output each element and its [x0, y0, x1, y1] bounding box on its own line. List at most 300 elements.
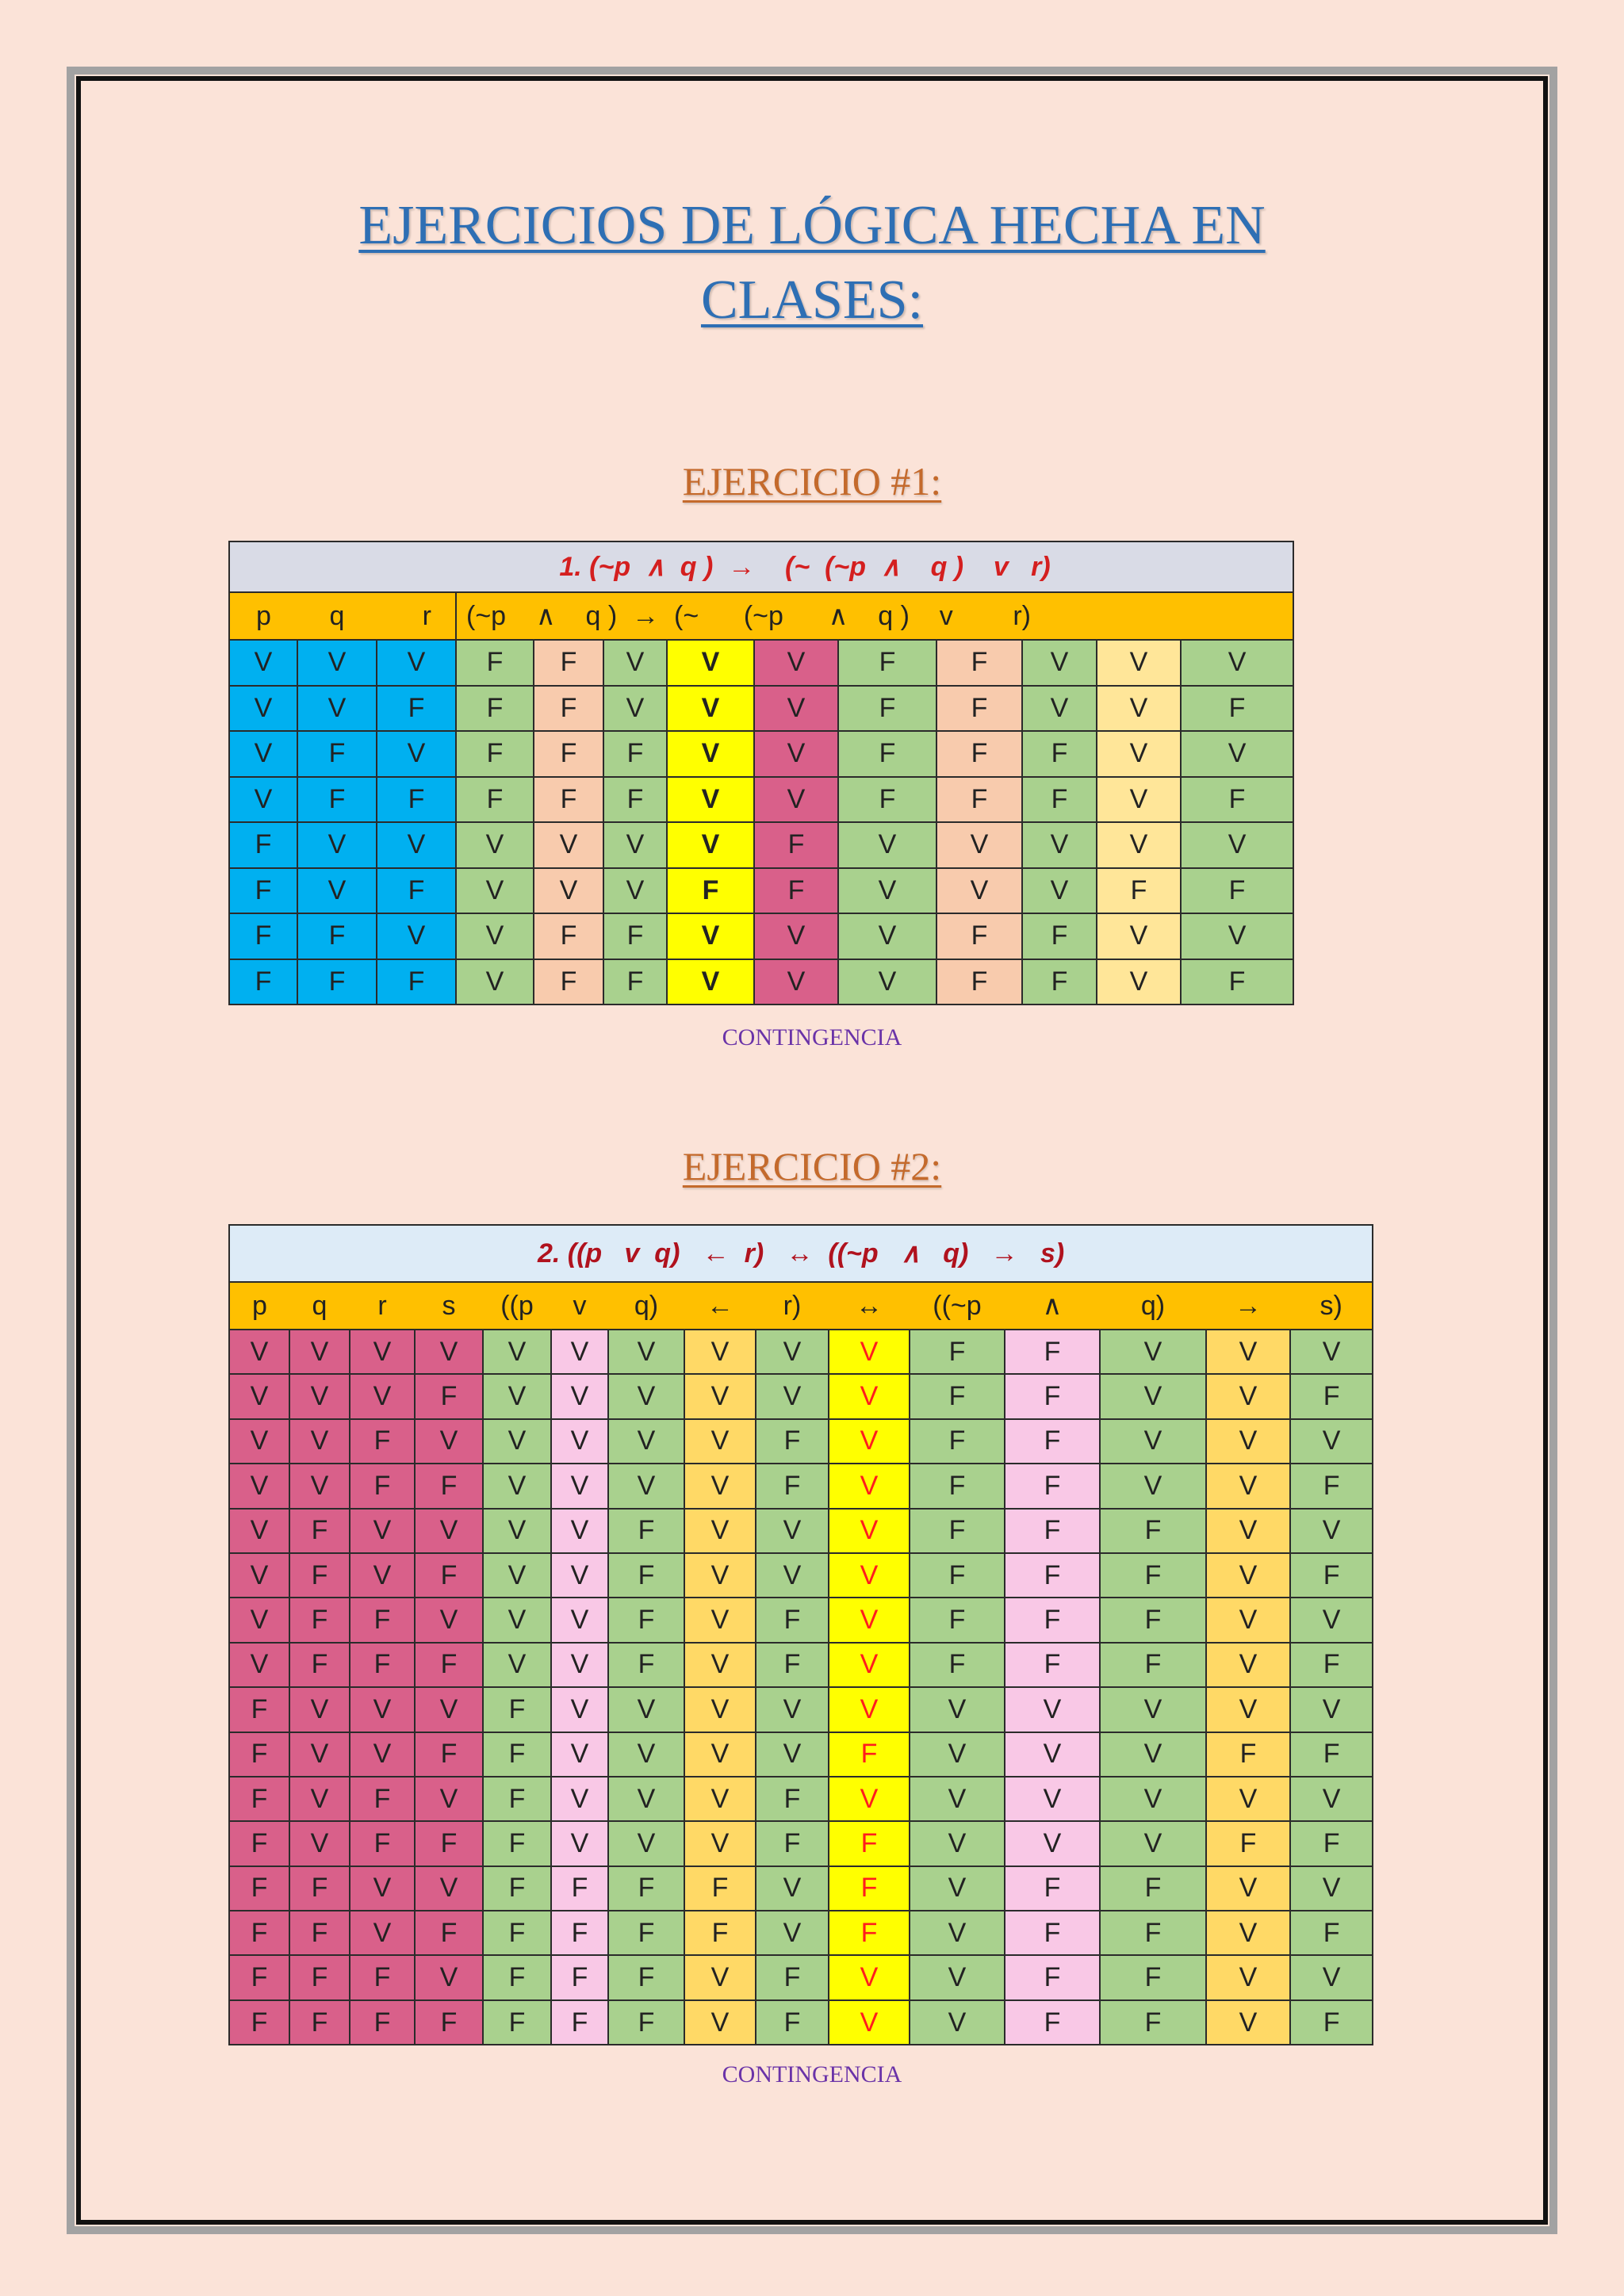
truth-cell: F	[551, 1911, 608, 1955]
truth-cell: V	[608, 1732, 684, 1777]
truth-cell: V	[754, 731, 838, 777]
header-cell: ((~p	[910, 1282, 1005, 1330]
truth-cell: V	[229, 1374, 289, 1418]
truth-cell: V	[1100, 1419, 1206, 1464]
truth-cell: F	[229, 913, 297, 959]
truth-cell: F	[534, 777, 603, 823]
truth-cell: V	[1097, 686, 1181, 732]
truth-cell: F	[936, 686, 1022, 732]
table-row	[229, 1732, 1373, 1777]
truth-cell: F	[608, 2000, 684, 2045]
truth-cell: V	[229, 640, 297, 686]
truth-cell: F	[483, 1955, 551, 1999]
truth-cell: V	[684, 1374, 756, 1418]
truth-cell: V	[667, 731, 754, 777]
truth-cell: V	[289, 1464, 350, 1508]
truth-cell: V	[456, 822, 534, 868]
truth-cell: F	[608, 1866, 684, 1911]
truth-cell: F	[829, 1821, 910, 1866]
truth-cell: F	[1181, 868, 1293, 914]
header-cell: s)	[1290, 1282, 1373, 1330]
truth-cell: V	[829, 1598, 910, 1642]
truth-cell: V	[829, 2000, 910, 2045]
truth-cell: V	[289, 1419, 350, 1464]
truth-cell: V	[1005, 1777, 1100, 1821]
truth-cell: F	[1290, 1553, 1373, 1598]
truth-cell: F	[483, 1821, 551, 1866]
truth-cell: V	[667, 913, 754, 959]
header-cell: ←	[684, 1282, 756, 1330]
truth-cell: V	[1005, 1687, 1100, 1732]
truth-cell: V	[229, 1509, 289, 1553]
truth-cell: V	[910, 1821, 1005, 1866]
truth-cell: F	[829, 1866, 910, 1911]
truth-cell: V	[756, 1687, 829, 1732]
truth-cell: V	[829, 1419, 910, 1464]
truth-cell: V	[551, 1821, 608, 1866]
truth-cell: V	[551, 1330, 608, 1374]
header-cell: v	[551, 1282, 608, 1330]
header-var-p: p	[229, 592, 297, 640]
truth-cell: F	[838, 777, 936, 823]
truth-cell: F	[910, 1330, 1005, 1374]
truth-cell: V	[377, 822, 456, 868]
table-row	[229, 868, 1293, 914]
truth-cell: F	[350, 1598, 415, 1642]
truth-cell: F	[415, 1464, 483, 1508]
truth-cell: F	[229, 1955, 289, 1999]
truth-cell: F	[551, 2000, 608, 2045]
truth-cell: V	[415, 1419, 483, 1464]
truth-cell: F	[608, 1911, 684, 1955]
truth-cell: F	[289, 1911, 350, 1955]
truth-cell: V	[608, 1777, 684, 1821]
header-cell: q)	[1100, 1282, 1206, 1330]
truth-cell: V	[289, 1330, 350, 1374]
table-row	[229, 1687, 1373, 1732]
truth-cell: V	[684, 1687, 756, 1732]
truth-cell: V	[1097, 822, 1181, 868]
header-cell: q)	[608, 1282, 684, 1330]
truth-cell: F	[415, 2000, 483, 2045]
truth-cell: V	[608, 1687, 684, 1732]
truth-cell: F	[229, 1687, 289, 1732]
truth-cell: V	[1100, 1732, 1206, 1777]
truth-cell: V	[608, 1419, 684, 1464]
truth-cell: V	[603, 686, 667, 732]
truth-cell: F	[910, 1598, 1005, 1642]
truth-cell: F	[1005, 1419, 1100, 1464]
truth-cell: F	[829, 1911, 910, 1955]
truth-cell: F	[289, 1509, 350, 1553]
exercise-2-heading: EJERCICIO #2:	[682, 1144, 942, 1188]
truth-cell: F	[756, 1464, 829, 1508]
truth-cell: F	[1290, 1374, 1373, 1418]
truth-cell: F	[608, 1509, 684, 1553]
table-row	[229, 2000, 1373, 2045]
truth-cell: F	[297, 731, 377, 777]
truth-cell: V	[229, 686, 297, 732]
truth-cell: V	[829, 1374, 910, 1418]
truth-cell: F	[1100, 1553, 1206, 1598]
truth-cell: V	[229, 1553, 289, 1598]
truth-cell: V	[936, 868, 1022, 914]
truth-cell: F	[1005, 1374, 1100, 1418]
header-cell: p	[229, 1282, 289, 1330]
truth-cell: F	[1290, 1911, 1373, 1955]
truth-cell: F	[1100, 1911, 1206, 1955]
truth-cell: F	[936, 959, 1022, 1005]
truth-cell: V	[350, 1374, 415, 1418]
exercise-1-result: CONTINGENCIA	[722, 1024, 902, 1050]
header-cell: q	[289, 1282, 350, 1330]
truth-cell: F	[608, 1643, 684, 1687]
truth-cell: V	[1005, 1821, 1100, 1866]
truth-cell: F	[603, 731, 667, 777]
truth-cell: V	[415, 1955, 483, 1999]
truth-cell: V	[415, 1866, 483, 1911]
truth-cell: V	[1022, 640, 1097, 686]
truth-cell: V	[1206, 1777, 1290, 1821]
truth-cell: V	[684, 1732, 756, 1777]
truth-cell: F	[297, 777, 377, 823]
truth-cell: F	[1290, 2000, 1373, 2045]
truth-cell: F	[1290, 1732, 1373, 1777]
truth-cell: V	[1206, 1687, 1290, 1732]
truth-cell: V	[1022, 686, 1097, 732]
truth-cell: V	[1290, 1598, 1373, 1642]
table-row	[229, 777, 1293, 823]
truth-cell: F	[1181, 686, 1293, 732]
truth-cell: V	[1005, 1732, 1100, 1777]
truth-cell: F	[603, 913, 667, 959]
truth-cell: F	[289, 1643, 350, 1687]
truth-cell: V	[756, 1553, 829, 1598]
truth-cell: F	[289, 2000, 350, 2045]
truth-cell: F	[1005, 1464, 1100, 1508]
truth-cell: V	[1290, 1866, 1373, 1911]
truth-cell: F	[829, 1732, 910, 1777]
truth-cell: V	[667, 640, 754, 686]
truth-cell: V	[756, 1374, 829, 1418]
truth-cell: V	[1206, 1866, 1290, 1911]
truth-cell: V	[910, 1687, 1005, 1732]
truth-cell: F	[415, 1732, 483, 1777]
truth-cell: F	[297, 913, 377, 959]
exercise-1-heading: EJERCICIO #1:	[682, 459, 942, 503]
header-cell: ((p	[483, 1282, 551, 1330]
truth-cell: V	[829, 1955, 910, 1999]
truth-cell: V	[551, 1419, 608, 1464]
truth-cell: V	[377, 731, 456, 777]
truth-cell: V	[603, 640, 667, 686]
truth-cell: V	[1181, 640, 1293, 686]
exercise-1-truth-table	[228, 541, 1294, 1005]
truth-cell: V	[483, 1374, 551, 1418]
truth-cell: V	[608, 1374, 684, 1418]
header-cell: s	[415, 1282, 483, 1330]
truth-cell: V	[297, 868, 377, 914]
truth-cell: V	[838, 959, 936, 1005]
truth-cell: V	[534, 868, 603, 914]
truth-cell: V	[551, 1509, 608, 1553]
truth-cell: V	[377, 640, 456, 686]
truth-cell: F	[756, 1643, 829, 1687]
truth-cell: F	[456, 731, 534, 777]
truth-cell: V	[1022, 868, 1097, 914]
truth-cell: V	[483, 1330, 551, 1374]
truth-cell: F	[1022, 731, 1097, 777]
truth-cell: F	[350, 2000, 415, 2045]
table-row	[229, 1911, 1373, 1955]
truth-cell: V	[551, 1374, 608, 1418]
truth-cell: V	[608, 1330, 684, 1374]
truth-cell: F	[297, 959, 377, 1005]
truth-cell: V	[1100, 1821, 1206, 1866]
truth-cell: V	[456, 959, 534, 1005]
truth-cell: V	[838, 868, 936, 914]
truth-cell: F	[838, 731, 936, 777]
truth-cell: V	[754, 913, 838, 959]
truth-cell: F	[1022, 913, 1097, 959]
truth-cell: V	[551, 1777, 608, 1821]
truth-cell: V	[350, 1553, 415, 1598]
truth-cell: V	[1290, 1330, 1373, 1374]
truth-cell: F	[350, 1777, 415, 1821]
table-row	[229, 1821, 1373, 1866]
truth-cell: V	[684, 2000, 756, 2045]
truth-cell: V	[289, 1777, 350, 1821]
truth-cell: V	[377, 913, 456, 959]
truth-cell: V	[1206, 1598, 1290, 1642]
truth-cell: V	[754, 686, 838, 732]
truth-cell: V	[829, 1777, 910, 1821]
truth-cell: V	[297, 640, 377, 686]
truth-cell: F	[838, 686, 936, 732]
truth-cell: V	[936, 822, 1022, 868]
header-cell: ↔	[829, 1282, 910, 1330]
table-row	[229, 1777, 1373, 1821]
truth-cell: V	[1097, 959, 1181, 1005]
truth-cell: F	[289, 1955, 350, 1999]
truth-cell: F	[1181, 959, 1293, 1005]
truth-cell: F	[1206, 1821, 1290, 1866]
truth-cell: F	[534, 959, 603, 1005]
truth-cell: F	[415, 1374, 483, 1418]
truth-cell: V	[1206, 1911, 1290, 1955]
truth-cell: F	[603, 959, 667, 1005]
truth-cell: F	[936, 777, 1022, 823]
truth-cell: F	[415, 1553, 483, 1598]
truth-cell: V	[415, 1330, 483, 1374]
truth-cell: F	[289, 1866, 350, 1911]
truth-cell: F	[910, 1509, 1005, 1553]
exercise-2-result: CONTINGENCIA	[722, 2061, 902, 2087]
truth-cell: V	[229, 1464, 289, 1508]
truth-cell: F	[608, 1598, 684, 1642]
truth-cell: V	[1181, 731, 1293, 777]
truth-cell: V	[229, 731, 297, 777]
truth-cell: V	[350, 1911, 415, 1955]
truth-cell: V	[829, 1687, 910, 1732]
truth-cell: V	[829, 1509, 910, 1553]
truth-cell: F	[377, 777, 456, 823]
truth-cell: F	[456, 777, 534, 823]
header-var-q: q	[297, 592, 377, 640]
truth-cell: V	[551, 1732, 608, 1777]
truth-cell: V	[1206, 1419, 1290, 1464]
truth-cell: V	[829, 1464, 910, 1508]
truth-cell: F	[838, 640, 936, 686]
truth-cell: V	[350, 1687, 415, 1732]
truth-cell: F	[1097, 868, 1181, 914]
truth-cell: F	[483, 2000, 551, 2045]
truth-cell: F	[910, 1464, 1005, 1508]
truth-cell: F	[1100, 1866, 1206, 1911]
truth-cell: V	[229, 1643, 289, 1687]
truth-cell: V	[667, 686, 754, 732]
truth-cell: V	[350, 1732, 415, 1777]
truth-cell: F	[483, 1866, 551, 1911]
truth-cell: F	[936, 640, 1022, 686]
truth-cell: F	[1005, 1598, 1100, 1642]
table-row	[229, 1509, 1373, 1553]
truth-cell: F	[756, 2000, 829, 2045]
truth-cell: V	[551, 1553, 608, 1598]
truth-cell: V	[289, 1687, 350, 1732]
truth-cell: V	[754, 959, 838, 1005]
header-cell: →	[1206, 1282, 1290, 1330]
truth-cell: F	[229, 868, 297, 914]
table-row	[229, 959, 1293, 1005]
truth-cell: F	[350, 1643, 415, 1687]
table-row	[229, 1330, 1373, 1374]
truth-cell: V	[350, 1866, 415, 1911]
truth-cell: F	[910, 1643, 1005, 1687]
truth-cell: V	[1206, 1509, 1290, 1553]
truth-cell: F	[1181, 777, 1293, 823]
truth-cell: V	[910, 1777, 1005, 1821]
truth-cell: V	[684, 1464, 756, 1508]
truth-cell: F	[756, 1821, 829, 1866]
page-title: EJERCICIOS DE LÓGICA HECHA EN CLASES:	[358, 195, 1266, 331]
truth-cell: V	[684, 1419, 756, 1464]
truth-cell: V	[603, 822, 667, 868]
exercise-2-truth-table	[228, 1224, 1373, 2045]
truth-cell: F	[551, 1955, 608, 1999]
truth-cell: V	[229, 1419, 289, 1464]
truth-cell: F	[1206, 1732, 1290, 1777]
table-row	[229, 1553, 1373, 1598]
truth-cell: V	[608, 1464, 684, 1508]
truth-cell: F	[603, 777, 667, 823]
truth-cell: V	[456, 868, 534, 914]
truth-cell: F	[229, 1732, 289, 1777]
table-row	[229, 1598, 1373, 1642]
truth-cell: V	[838, 913, 936, 959]
table-row	[229, 1643, 1373, 1687]
truth-cell: V	[289, 1374, 350, 1418]
exercise-1-formula: 1. (~p ∧ q ) → (~ (~p ∧ q ) v r)	[229, 541, 1293, 592]
header-cell: r)	[756, 1282, 829, 1330]
truth-cell: F	[1005, 1911, 1100, 1955]
truth-cell: V	[1290, 1509, 1373, 1553]
truth-cell: V	[756, 1330, 829, 1374]
truth-cell: F	[1100, 1598, 1206, 1642]
truth-cell: V	[1290, 1955, 1373, 1999]
truth-cell: V	[684, 1330, 756, 1374]
truth-cell: V	[1100, 1330, 1206, 1374]
truth-cell: V	[829, 1643, 910, 1687]
truth-cell: V	[829, 1553, 910, 1598]
truth-cell: V	[483, 1419, 551, 1464]
truth-cell: F	[1005, 1509, 1100, 1553]
truth-cell: V	[1097, 913, 1181, 959]
truth-cell: F	[756, 1598, 829, 1642]
truth-cell: V	[483, 1464, 551, 1508]
truth-cell: F	[456, 686, 534, 732]
truth-cell: V	[350, 1509, 415, 1553]
truth-cell: V	[1097, 640, 1181, 686]
truth-cell: V	[608, 1821, 684, 1866]
truth-cell: V	[1022, 822, 1097, 868]
truth-cell: F	[1005, 2000, 1100, 2045]
truth-cell: V	[483, 1509, 551, 1553]
truth-cell: V	[1206, 1955, 1290, 1999]
truth-cell: V	[1290, 1777, 1373, 1821]
truth-cell: V	[1097, 777, 1181, 823]
truth-cell: V	[684, 1821, 756, 1866]
truth-cell: F	[910, 1419, 1005, 1464]
truth-cell: V	[684, 1643, 756, 1687]
truth-cell: V	[756, 1866, 829, 1911]
header-cell: ∧	[1005, 1282, 1100, 1330]
truth-cell: V	[1206, 2000, 1290, 2045]
truth-cell: V	[667, 822, 754, 868]
truth-cell: F	[1290, 1464, 1373, 1508]
truth-cell: V	[684, 1509, 756, 1553]
truth-cell: V	[910, 1955, 1005, 1999]
truth-cell: V	[551, 1464, 608, 1508]
truth-cell: F	[350, 1419, 415, 1464]
truth-cell: V	[684, 1598, 756, 1642]
truth-cell: V	[667, 777, 754, 823]
truth-cell: V	[297, 822, 377, 868]
truth-cell: F	[289, 1553, 350, 1598]
truth-cell: F	[754, 868, 838, 914]
truth-cell: F	[1100, 2000, 1206, 2045]
truth-cell: V	[684, 1955, 756, 1999]
truth-cell: F	[534, 913, 603, 959]
truth-cell: F	[483, 1732, 551, 1777]
truth-cell: V	[415, 1598, 483, 1642]
truth-cell: F	[756, 1777, 829, 1821]
truth-cell: V	[483, 1553, 551, 1598]
table-row	[229, 1464, 1373, 1508]
table-row	[229, 913, 1293, 959]
truth-cell: F	[910, 1374, 1005, 1418]
truth-cell: V	[456, 913, 534, 959]
truth-cell: F	[684, 1866, 756, 1911]
truth-cell: F	[483, 1777, 551, 1821]
truth-cell: V	[603, 868, 667, 914]
truth-cell: F	[229, 1866, 289, 1911]
truth-cell: V	[350, 1330, 415, 1374]
truth-cell: F	[229, 822, 297, 868]
truth-cell: V	[297, 686, 377, 732]
header-expression: (~p ∧ q ) → (~ (~p ∧ q ) v r)	[456, 592, 1293, 640]
truth-cell: F	[415, 1821, 483, 1866]
